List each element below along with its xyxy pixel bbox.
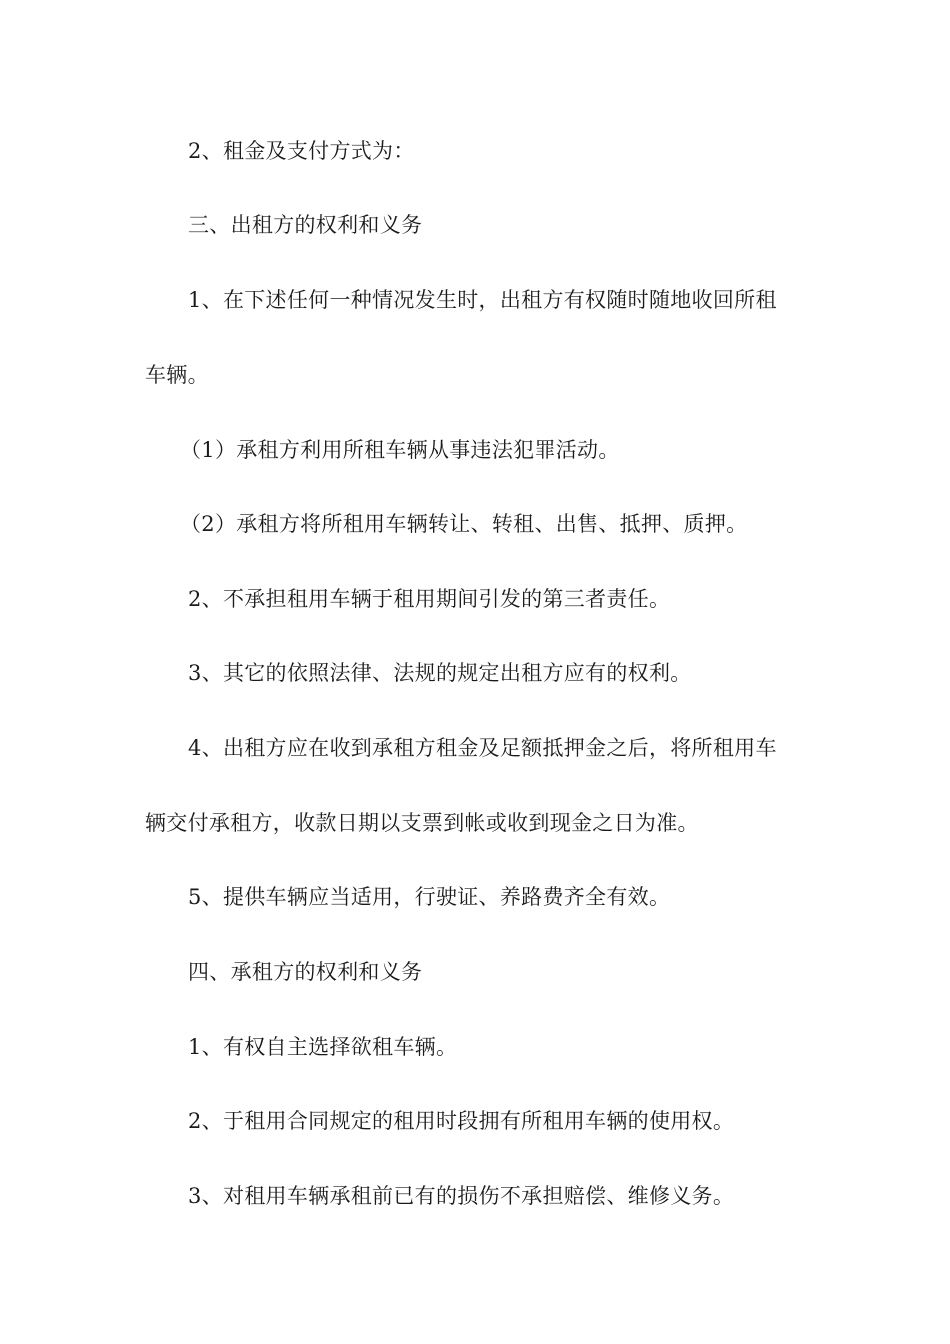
heading-lessor-rights: 三、出租方的权利和义务 (188, 213, 423, 237)
heading-lessee-rights: 四、承租方的权利和义务 (188, 960, 423, 984)
paragraph-case-1: （1）承租方利用所租车辆从事违法犯罪活动。 (180, 438, 620, 462)
paragraph-lessor-right-5: 5、提供车辆应当适用，行驶证、养路费齐全有效。 (188, 885, 671, 909)
paragraph-lessor-right-1: 1、在下述任何一种情况发生时，出租方有权随时随地收回所租 (188, 288, 777, 312)
paragraph-lessor-right-3: 3、其它的依照法律、法规的规定出租方应有的权利。 (188, 661, 692, 685)
paragraph-lessor-right-4-cont: 辆交付承租方，收款日期以支票到帐或收到现金之日为准。 (145, 811, 699, 835)
paragraph-lessee-right-1: 1、有权自主选择欲租车辆。 (188, 1035, 458, 1059)
paragraph-lessee-right-3: 3、对租用车辆承租前已有的损伤不承担赔偿、维修义务。 (188, 1184, 735, 1208)
paragraph-lessor-right-1-cont: 车辆。 (145, 363, 209, 387)
paragraph-lessee-right-2: 2、于租用合同规定的租用时段拥有所租用车辆的使用权。 (188, 1109, 735, 1133)
paragraph-lessor-right-2: 2、不承担租用车辆于租用期间引发的第三者责任。 (188, 587, 671, 611)
paragraph-rent-payment: 2、租金及支付方式为： (188, 139, 415, 163)
paragraph-case-2: （2）承租方将所租用车辆转让、转租、出售、抵押、质押。 (180, 512, 748, 536)
paragraph-lessor-right-4: 4、出租方应在收到承租方租金及足额抵押金之后，将所租用车 (188, 736, 777, 760)
